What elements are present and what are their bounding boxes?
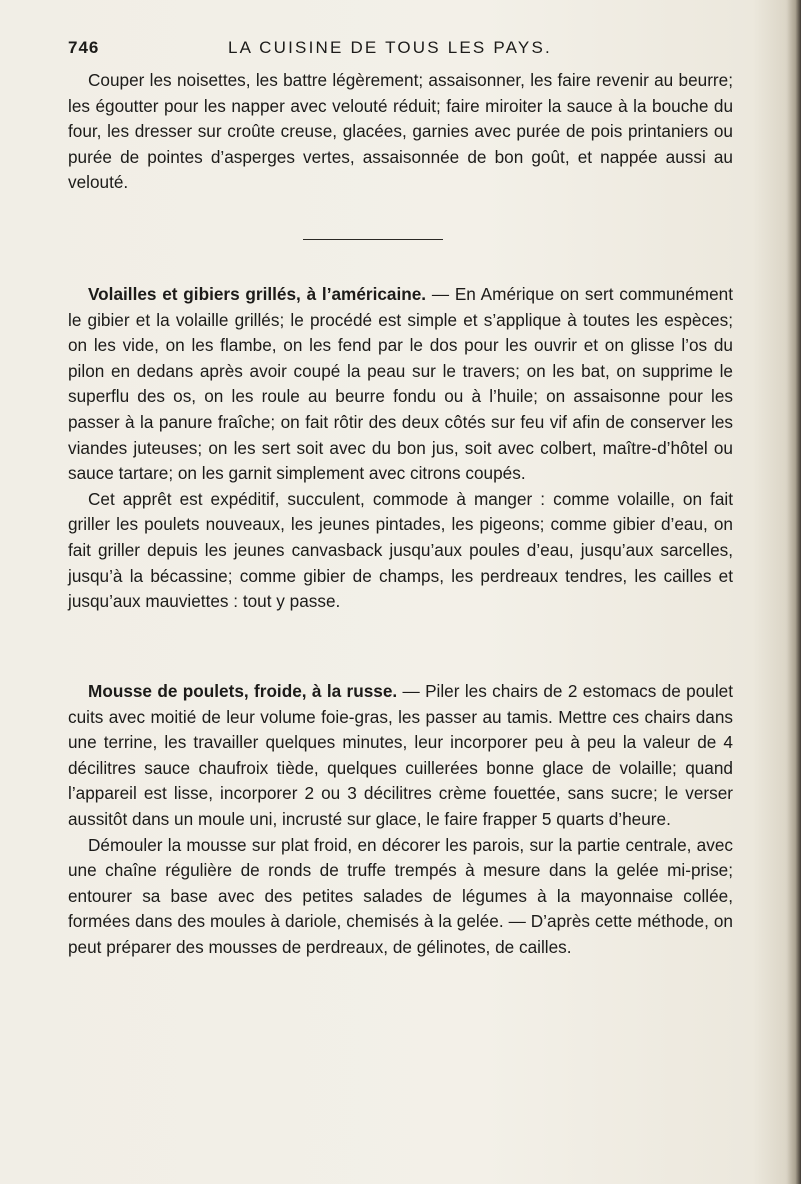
running-head xyxy=(68,38,733,62)
volailles-section xyxy=(68,282,733,615)
paragraph-apprets: Cet apprêt est expéditif, succulent, commode à manger : comme volaille, on fait griller les poulets nouveaux, les jeunes pintades, les pigeons; comme gibier d’eau, on fait griller depuis les jeunes canvasback jusqu’aux poules d’eau, jusqu’aux sarcelles, jusqu’à la bécassine; comme gibier de champs, les perdreaux tendres, les cailles et jusqu’aux mauviettes : tout y passe. xyxy=(68,488,733,612)
paragraph-noisettes: Couper les noisettes, les battre légèrement; assaisonner, les faire revenir au beurre; les égoutter pour les napper avec velouté réduit; faire miroiter la sauce à la bouche du four, les dresser sur croûte creuse, glacées, garnies avec purée de pois printaniers ou purée de pointes d’asperges vertes, assaisonnée de bon goût, et nappée aussi au velouté. xyxy=(68,70,733,193)
recipe-body-mousse: — Piler les chairs de 2 estomacs de poulet cuits avec moitié de leur volume foie-gras, les passer au tamis. Mettre ces chairs dans une terrine, les travailler quelques minutes, leur incorporer peu à peu la valeur de 4 décilitres sauce chaufroix tiède, quelques cuillerées bonne glace de volaille; quand l’appareil est lisse, incorporer 2 ou 3 décilitres crème fouettée, sans sucre; le verser aussitôt dans un moule uni, incrusté sur glace, le faire frapper 5 quarts d’heure. xyxy=(68,681,733,829)
section-divider xyxy=(303,239,443,240)
mousse-section xyxy=(68,679,733,961)
recipe-body-volailles: — En Amérique on sert communément le gibier et la volaille grillés; le procédé est simple et s’applique à toutes les espèces; on les vide, on les flambe, on les fend par le dos pour les ouvrir et on glisse l’os du pilon en dedans après avoir coupé la peau sur le travers; on les bat, on supprime le superflu des os, on les roule au beurre fondu ou à l’huile; on assaisonne pour les passer à la panure fraîche; on fait rôtir des deux côtés sur feu vif afin de conserver les viandes juteuses; on les sert soit avec du bon jus, soit avec colbert, maître-d’hôtel ou sauce tartare; on les garnit simplement avec citrons coupés. xyxy=(68,284,733,484)
intro-text-block xyxy=(68,68,733,196)
recipe-heading-mousse: Mousse de poulets, froide, à la russe. xyxy=(88,681,398,701)
page-number: 746 xyxy=(68,38,100,57)
paragraph-volailles xyxy=(68,282,733,487)
paragraph-demouler: Démouler la mousse sur plat froid, en décorer les parois, sur la partie centrale, avec une chaîne régulière de ronds de truffe trempés à mesure dans la gelée mi-prise; entourer sa base avec des petites salades de légumes à la mayonnaise collée, formées dans des moules à dariole, chemisés à la gelée. — D’après cette méthode, on peut préparer des mousses de perdreaux, de gélinotes, de cailles. xyxy=(68,834,733,957)
recipe-heading-volailles: Volailles et gibiers grillés, à l’américaine. xyxy=(88,284,427,304)
page-edge-shadow xyxy=(787,0,801,1184)
running-title: LA CUISINE DE TOUS LES PAYS. xyxy=(228,38,552,57)
paragraph-mousse xyxy=(68,679,733,833)
